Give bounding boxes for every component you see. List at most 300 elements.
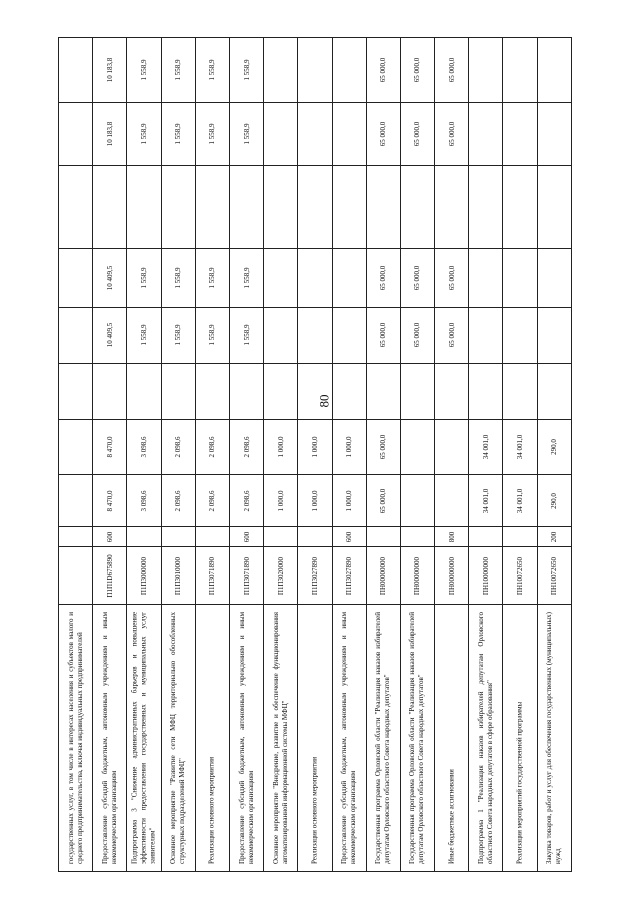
field-row-v7 (59, 102, 572, 166)
cell-content (230, 475, 263, 525)
cell-content (367, 364, 400, 419)
cell-content (162, 420, 195, 474)
cell-text: Предоставление субсидий бюджетным, автономным учреждениям и иным некоммерческим организациям (237, 611, 255, 864)
cell-content (503, 547, 536, 604)
page-number: 80 (316, 394, 332, 408)
row-value-cell (503, 308, 537, 363)
row-value-cell (400, 526, 434, 547)
cell-content (93, 475, 126, 525)
cell-content (538, 308, 571, 362)
cell-text: 1 558,9 (139, 59, 148, 81)
row-value-cell (537, 166, 571, 248)
row-value-cell (537, 526, 571, 547)
row-value-cell (503, 166, 537, 248)
cell-content (298, 38, 331, 102)
cell-text: Реализация мероприятий государственной программы (515, 701, 524, 864)
row-value-cell (127, 420, 161, 475)
cell-content (538, 475, 571, 525)
cell-text: П1П3027890 (310, 556, 319, 595)
row-value-cell (298, 248, 332, 308)
cell-content (469, 249, 502, 308)
row-value-cell (229, 166, 263, 248)
field-row-v3 (59, 363, 572, 419)
cell-text: 290,0 (550, 439, 559, 456)
row-value-cell (229, 248, 263, 308)
cell-content (401, 364, 434, 419)
row-value-cell (93, 420, 127, 475)
row-name-cell (195, 604, 229, 871)
cell-content (196, 605, 229, 871)
cell-content (333, 527, 366, 547)
row-value-cell (229, 308, 263, 363)
row-value-cell (435, 248, 469, 308)
cell-content (127, 166, 160, 247)
cell-content (469, 420, 502, 474)
cell-text: ПН00000000 (447, 556, 456, 595)
row-value-cell (469, 166, 503, 248)
row-value-cell (537, 420, 571, 475)
cell-text: 65 000,0 (447, 265, 456, 291)
row-value-cell (366, 166, 400, 248)
cell-text: 65 000,0 (379, 265, 388, 291)
cell-content (401, 249, 434, 308)
row-value-cell (195, 526, 229, 547)
row-value-cell (93, 248, 127, 308)
row-value-cell (503, 475, 537, 526)
cell-content (367, 38, 400, 102)
cell-content (59, 475, 92, 525)
row-value-cell (264, 475, 298, 526)
row-name-cell (469, 604, 503, 871)
cell-text: 1 558,9 (242, 59, 251, 81)
row-value-cell (435, 475, 469, 526)
cell-content (469, 38, 502, 102)
cell-text: 290,0 (550, 492, 559, 509)
cell-content (367, 166, 400, 247)
row-value-cell (264, 526, 298, 547)
row-code-cell (469, 547, 503, 605)
cell-content (367, 605, 400, 871)
row-value-cell (93, 526, 127, 547)
cell-text: 800 (447, 531, 456, 542)
row-value-cell (59, 166, 93, 248)
cell-content (401, 38, 434, 102)
row-value-cell (229, 526, 263, 547)
cell-text: Предоставление субсидий бюджетным, автономным учреждениям и иным некоммерческим организациям (100, 611, 118, 864)
cell-content (93, 38, 126, 102)
cell-content (435, 166, 468, 247)
cell-content (503, 38, 536, 102)
cell-content (127, 420, 160, 474)
row-value-cell (127, 308, 161, 363)
row-value-cell (127, 526, 161, 547)
cell-content (264, 38, 297, 102)
cell-text: 1 558,9 (208, 267, 217, 289)
cell-content (127, 364, 160, 419)
cell-content (196, 364, 229, 419)
cell-text: 34 001,0 (516, 488, 525, 513)
row-value-cell (229, 420, 263, 475)
field-row-name (59, 604, 572, 871)
cell-content (435, 527, 468, 547)
cell-content (127, 103, 160, 166)
row-value-cell (366, 475, 400, 526)
cell-text: Иные бюджетные ассигнования (447, 769, 456, 864)
row-code-cell (93, 547, 127, 605)
row-value-cell (161, 38, 195, 103)
cell-content (503, 605, 536, 871)
row-value-cell (127, 475, 161, 526)
cell-content (401, 527, 434, 547)
cell-content (503, 103, 536, 166)
row-value-cell (195, 248, 229, 308)
cell-content (230, 308, 263, 362)
cell-text: 65 000,0 (379, 121, 388, 147)
row-value-cell (332, 363, 366, 419)
row-code-cell (537, 547, 571, 605)
cell-content (127, 475, 160, 525)
row-value-cell (93, 166, 127, 248)
cell-text: 1 000,0 (310, 436, 319, 458)
row-value-cell (298, 102, 332, 166)
row-value-cell (195, 363, 229, 419)
cell-content (538, 527, 571, 547)
row-value-cell (298, 420, 332, 475)
row-value-cell (229, 363, 263, 419)
row-value-cell (435, 308, 469, 363)
cell-content (230, 166, 263, 247)
row-value-cell (93, 475, 127, 526)
cell-content (264, 475, 297, 525)
cell-text: 2 098,6 (208, 436, 217, 458)
row-value-cell (264, 38, 298, 103)
cell-content (401, 547, 434, 604)
row-value-cell (332, 308, 366, 363)
row-value-cell (366, 38, 400, 103)
cell-content (196, 420, 229, 474)
cell-content (196, 527, 229, 547)
cell-content (401, 166, 434, 247)
cell-content (367, 527, 400, 547)
cell-content (435, 38, 468, 102)
cell-text: 65 000,0 (379, 323, 388, 348)
field-row-vr (59, 526, 572, 547)
row-value-cell (366, 526, 400, 547)
cell-content (264, 103, 297, 166)
row-value-cell (161, 308, 195, 363)
cell-content (93, 605, 126, 871)
cell-text: 65 000,0 (379, 488, 388, 513)
cell-text: ПН00000000 (379, 556, 388, 595)
row-value-cell (264, 248, 298, 308)
cell-text: 65 000,0 (413, 121, 422, 147)
row-value-cell (59, 526, 93, 547)
cell-content (538, 420, 571, 474)
cell-content (93, 103, 126, 166)
row-value-cell (537, 475, 571, 526)
row-value-cell (264, 363, 298, 419)
row-name-cell (400, 604, 434, 871)
cell-text: 1 558,9 (242, 324, 251, 346)
cell-content (59, 308, 92, 362)
row-value-cell (366, 248, 400, 308)
cell-content (469, 364, 502, 419)
cell-content (333, 249, 366, 308)
row-value-cell (161, 102, 195, 166)
row-code-cell (435, 547, 469, 605)
row-value-cell (503, 102, 537, 166)
cell-content (127, 527, 160, 547)
cell-content (298, 475, 331, 525)
row-value-cell (332, 248, 366, 308)
row-value-cell (127, 248, 161, 308)
row-value-cell (195, 166, 229, 248)
cell-content (59, 364, 92, 419)
cell-text: 34 001,0 (516, 435, 525, 460)
cell-text: ПН00000000 (413, 556, 422, 595)
row-value-cell (298, 526, 332, 547)
cell-content (230, 420, 263, 474)
cell-text: П1П3000000 (139, 556, 148, 595)
cell-content (196, 308, 229, 362)
row-value-cell (537, 248, 571, 308)
cell-text: 8 470,0 (105, 490, 114, 512)
cell-text: 1 558,9 (174, 59, 183, 81)
cell-content (162, 103, 195, 166)
field-row-v1 (59, 475, 572, 526)
row-value-cell (537, 38, 571, 103)
cell-content (469, 166, 502, 247)
row-value-cell (469, 420, 503, 475)
row-value-cell (298, 166, 332, 248)
cell-content (230, 249, 263, 308)
row-value-cell (59, 38, 93, 103)
cell-text: 1 558,9 (208, 324, 217, 346)
cell-content (127, 38, 160, 102)
cell-text: П1П1D675890 (105, 554, 114, 598)
row-value-cell (59, 420, 93, 475)
cell-content (367, 420, 400, 474)
cell-text: 600 (105, 531, 114, 542)
cell-text: 1 558,9 (139, 267, 148, 289)
row-value-cell (298, 38, 332, 103)
row-value-cell (537, 102, 571, 166)
cell-content (298, 103, 331, 166)
row-name-cell (332, 604, 366, 871)
cell-text: Предоставление субсидий бюджетным, автономным учреждениям и иным некоммерческим организациям (340, 611, 358, 864)
cell-content (264, 249, 297, 308)
cell-content (435, 249, 468, 308)
cell-text: 1 558,9 (208, 123, 217, 145)
row-value-cell (435, 166, 469, 248)
row-value-cell (332, 38, 366, 103)
cell-text: 2 098,6 (242, 490, 251, 512)
cell-content (59, 605, 92, 871)
row-value-cell (161, 166, 195, 248)
row-value-cell (127, 363, 161, 419)
cell-text: Подпрограмма 1 "Реализация наказов избирателей депутатам Орловского областного Совета народных депутатов в сфере образования" (476, 611, 494, 864)
cell-text: 1 000,0 (345, 436, 354, 458)
cell-content (503, 166, 536, 247)
cell-text: 3 098,6 (139, 490, 148, 512)
cell-text: 10 409,5 (105, 323, 114, 348)
cell-content (93, 420, 126, 474)
cell-text: 200 (550, 531, 559, 542)
cell-text: 10 183,8 (105, 57, 114, 83)
cell-content (367, 308, 400, 362)
row-value-cell (469, 526, 503, 547)
cell-content (230, 103, 263, 166)
cell-content (503, 527, 536, 547)
cell-content (367, 103, 400, 166)
row-name-cell (366, 604, 400, 871)
cell-content (538, 605, 571, 871)
row-value-cell (229, 475, 263, 526)
cell-content (196, 103, 229, 166)
row-value-cell (127, 102, 161, 166)
cell-content (435, 364, 468, 419)
cell-text: государственных услуг, в том числе в интересах населения и субъектов малого и среднего предпринимательства, включая индивидуальных предпринимателей (66, 611, 84, 864)
cell-content (162, 605, 195, 871)
cell-text: 1 558,9 (139, 123, 148, 145)
row-value-cell (161, 248, 195, 308)
cell-content (503, 364, 536, 419)
row-value-cell (366, 420, 400, 475)
row-value-cell (332, 526, 366, 547)
cell-text: 65 000,0 (447, 57, 456, 83)
cell-text: 65 000,0 (379, 57, 388, 83)
cell-text: 2 098,6 (242, 436, 251, 458)
cell-text: П1П3027890 (345, 556, 354, 595)
row-value-cell (503, 248, 537, 308)
cell-content (59, 38, 92, 102)
cell-content (333, 308, 366, 362)
row-value-cell (435, 526, 469, 547)
row-value-cell (503, 38, 537, 103)
row-value-cell (469, 363, 503, 419)
row-code-cell (59, 547, 93, 605)
row-value-cell (264, 102, 298, 166)
budget-table (58, 37, 572, 872)
cell-content (503, 475, 536, 525)
row-code-cell (503, 547, 537, 605)
row-value-cell (366, 102, 400, 166)
row-value-cell (435, 420, 469, 475)
row-value-cell (127, 38, 161, 103)
row-value-cell (195, 38, 229, 103)
row-name-cell (264, 604, 298, 871)
cell-content (298, 547, 331, 604)
cell-content (503, 420, 536, 474)
row-value-cell (264, 420, 298, 475)
row-value-cell (537, 363, 571, 419)
cell-text: 10 409,5 (105, 265, 114, 291)
cell-content (435, 605, 468, 871)
cell-content (230, 527, 263, 547)
row-value-cell (161, 475, 195, 526)
cell-text: 3 098,6 (139, 436, 148, 458)
cell-text: 2 098,6 (208, 490, 217, 512)
field-row-code (59, 547, 572, 605)
cell-content (230, 364, 263, 419)
cell-text: Основное мероприятие "Внедрение, развитие и обеспечение функционирования автоматизированной информационной системы МФЦ" (271, 611, 289, 864)
cell-text: П1П3010000 (174, 556, 183, 595)
cell-text: 2 098,6 (174, 436, 183, 458)
cell-content (59, 547, 92, 604)
cell-content (333, 364, 366, 419)
cell-text: 65 000,0 (413, 57, 422, 83)
row-value-cell (435, 38, 469, 103)
cell-content (59, 420, 92, 474)
cell-content (401, 420, 434, 474)
field-row-v4 (59, 308, 572, 363)
cell-content (333, 475, 366, 525)
cell-content (435, 547, 468, 604)
cell-content (196, 249, 229, 308)
row-value-cell (264, 166, 298, 248)
row-value-cell (59, 102, 93, 166)
cell-text: 600 (345, 531, 354, 542)
cell-text: 600 (242, 531, 251, 542)
cell-content (333, 103, 366, 166)
cell-content (93, 527, 126, 547)
row-code-cell (195, 547, 229, 605)
row-name-cell (298, 604, 332, 871)
cell-content (298, 420, 331, 474)
cell-content (538, 364, 571, 419)
cell-content (298, 605, 331, 871)
cell-content (367, 547, 400, 604)
cell-text: ПН10000000 (481, 556, 490, 595)
row-value-cell (59, 248, 93, 308)
row-value-cell (332, 475, 366, 526)
cell-text: 1 558,9 (242, 267, 251, 289)
row-value-cell (195, 308, 229, 363)
cell-text: 34 001,0 (481, 435, 490, 460)
cell-text: 1 558,9 (208, 59, 217, 81)
row-value-cell (127, 166, 161, 248)
row-code-cell (127, 547, 161, 605)
cell-content (401, 475, 434, 525)
cell-content (367, 249, 400, 308)
row-value-cell (332, 102, 366, 166)
cell-content (435, 420, 468, 474)
row-value-cell (229, 102, 263, 166)
cell-text: Государственная программа Орловской области "Реализация наказов избирателей депутатам Орловского областного Совета народных депутатов" (408, 611, 426, 864)
cell-text: 65 000,0 (379, 435, 388, 460)
row-code-cell (400, 547, 434, 605)
cell-content (333, 38, 366, 102)
row-value-cell (435, 363, 469, 419)
cell-content (127, 547, 160, 604)
cell-text: ПН10072650 (550, 556, 559, 595)
cell-content (435, 475, 468, 525)
cell-text: 8 470,0 (105, 436, 114, 458)
field-row-v2 (59, 420, 572, 475)
cell-text: 1 558,9 (174, 267, 183, 289)
row-value-cell (400, 166, 434, 248)
row-code-cell (229, 547, 263, 605)
cell-text: 2 098,6 (174, 490, 183, 512)
cell-content (93, 249, 126, 308)
cell-text: Реализация основного мероприятия (207, 756, 216, 864)
cell-content (469, 527, 502, 547)
cell-text: Закупка товаров, работ и услуг для обеспечения государственных (муниципальных) нужд (545, 611, 563, 864)
row-code-cell (161, 547, 195, 605)
row-value-cell (229, 38, 263, 103)
cell-content (162, 166, 195, 247)
field-row-v6 (59, 166, 572, 248)
